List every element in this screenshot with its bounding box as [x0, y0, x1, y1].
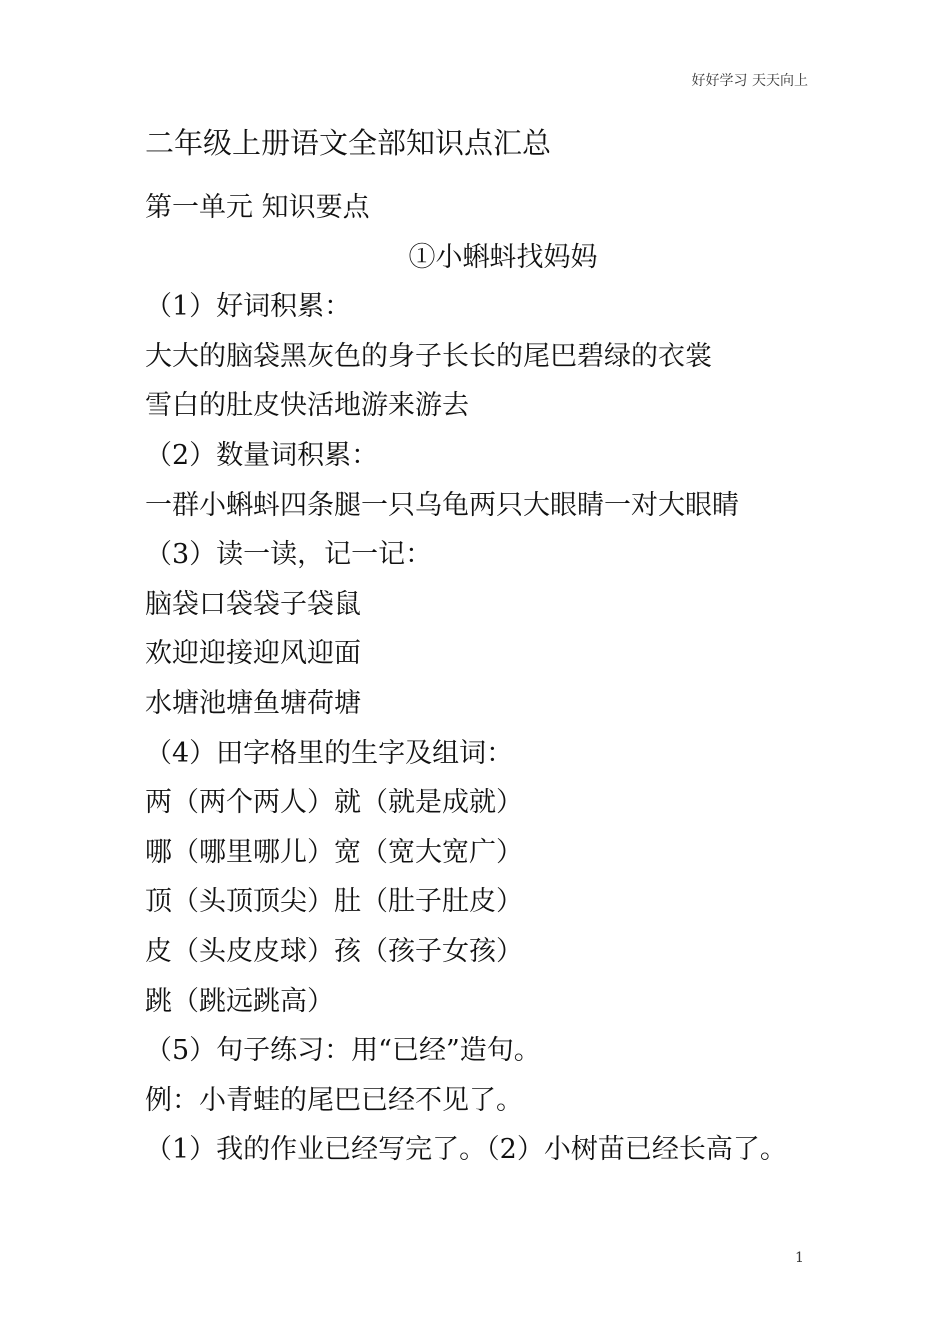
text-line: 欢迎迎接迎风迎面	[145, 638, 361, 670]
text-line: （4）田字格里的生字及组词：	[145, 737, 514, 769]
text-line: 皮（头皮皮球）孩（孩子女孩）	[145, 935, 523, 967]
text-line: （3）读一读，记一记：	[145, 539, 433, 571]
text-line: （2）数量词积累：	[145, 439, 379, 471]
document-title: 二年级上册语文全部知识点汇总	[145, 126, 552, 160]
page-number: 1	[795, 1250, 804, 1266]
text-line: 一群小蝌蚪四条腿一只乌龟两只大眼睛一对大眼睛	[145, 489, 739, 521]
lesson-title: ①小蝌蚪找妈妈	[408, 241, 598, 273]
text-line: 顶（头顶顶尖）肚（肚子肚皮）	[145, 886, 523, 918]
text-line: （1）我的作业已经写完了。（2）小树苗已经长高了。	[145, 1134, 787, 1166]
header-note: 好好学习 天天向上	[691, 73, 808, 89]
text-line: 雪白的肚皮快活地游来游去	[145, 390, 469, 422]
text-line: 哪（哪里哪儿）宽（宽大宽广）	[145, 836, 523, 868]
text-line: 跳（跳远跳高）	[145, 985, 334, 1017]
text-line: 水塘池塘鱼塘荷塘	[145, 687, 361, 719]
text-line: （5）句子练习：用“已经”造句。	[145, 1035, 541, 1067]
document-body	[145, 183, 815, 1175]
text-line: 大大的脑袋黑灰色的身子长长的尾巴碧绿的衣裳	[145, 340, 712, 372]
text-line: 脑袋口袋袋子袋鼠	[145, 588, 361, 620]
text-line: 例：小青蛙的尾巴已经不见了。	[145, 1084, 523, 1116]
text-line: 两（两个两人）就（就是成就）	[145, 787, 523, 819]
text-line: （1）好词积累：	[145, 291, 352, 323]
unit-heading: 第一单元 知识要点	[145, 192, 370, 223]
